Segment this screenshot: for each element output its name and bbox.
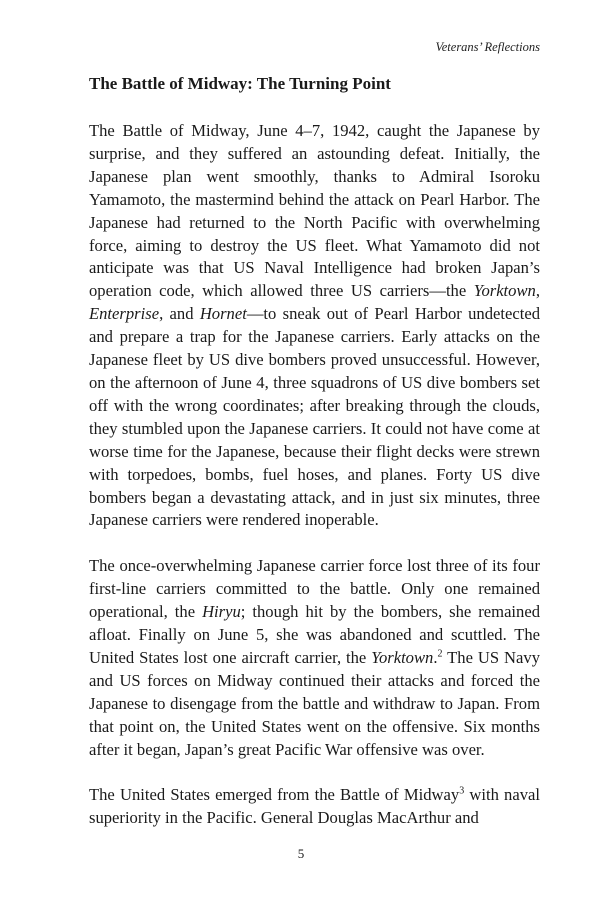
italic-title: Enterprise	[89, 304, 160, 324]
text-run: ; though hit by the bombers, she remained afloat. Finally on June 5, she was abandoned and scuttled. The United States lost one aircraft carrier, the	[89, 602, 540, 667]
paragraph	[89, 120, 540, 532]
section-heading: The Battle of Midway: The Turning Point	[89, 74, 391, 93]
text-run: The once-overwhelming Japanese carrier force lost three of its four first-line carriers committed to the battle. Only one remained operational, the	[89, 556, 540, 622]
italic-title: Yorktown	[473, 281, 536, 301]
text-run: .	[433, 647, 438, 667]
text-run: , and	[159, 304, 200, 324]
text-run: —to sneak out of Pearl Harbor undetected and prepare a trap for the Japanese carriers. Early attacks on the Japanese fleet by US dive bombers proved unsuccessful. However, on the afternoon of June 4, three squadrons of US dive bombers set off with the wrong coordinates; after breaking through the clouds, they stumbled upon the Japanese carriers. It could not have come at worse time for the Japanese, because their flight decks were strewn with torpedoes, bombs, fuel hoses, and planes. Forty US dive bombers began a devastating attack, and in just six minutes, three Japanese carriers were rendered inoperable.	[89, 304, 540, 530]
paragraph	[89, 555, 540, 761]
page-number: 5	[297, 846, 305, 861]
paragraph	[89, 784, 540, 830]
italic-title: Hornet	[199, 304, 247, 324]
text-run: ,	[535, 281, 540, 301]
italic-title: Hiryu	[202, 602, 241, 622]
text-run: The US Navy and US forces on Midway continued their attacks and forced the Japanese to disengage from the battle and withdraw to Japan. From that point on, the United States went on the offensive. Six months after it began, Japan’s great Pacific War offensive was over.	[89, 647, 540, 759]
italic-title: Yorktown	[371, 647, 434, 667]
running-head: Veterans’ Reflections	[435, 40, 540, 54]
body-text	[89, 120, 540, 853]
text-run: The United States emerged from the Battle of Midway	[89, 785, 460, 805]
text-run: with naval superiority in the Pacific. General Douglas MacArthur and	[89, 785, 540, 828]
footnote-marker[interactable]: 3	[459, 785, 465, 797]
footnote-marker[interactable]: 2	[437, 648, 443, 660]
text-run: The Battle of Midway, June 4–7, 1942, caught the Japanese by surprise, and they suffered an astounding defeat. Initially, the Japanese plan went smoothly, thanks to Admiral Isoroku Yamamoto, the mastermind behind the attack on Pearl Harbor. The Japanese had returned to the North Pacific with overwhelming force, aiming to destroy the US fleet. What Yamamoto did not anticipate was that US Naval Intelligence had broken Japan’s operation code, which allowed three US carriers—the	[89, 121, 540, 301]
